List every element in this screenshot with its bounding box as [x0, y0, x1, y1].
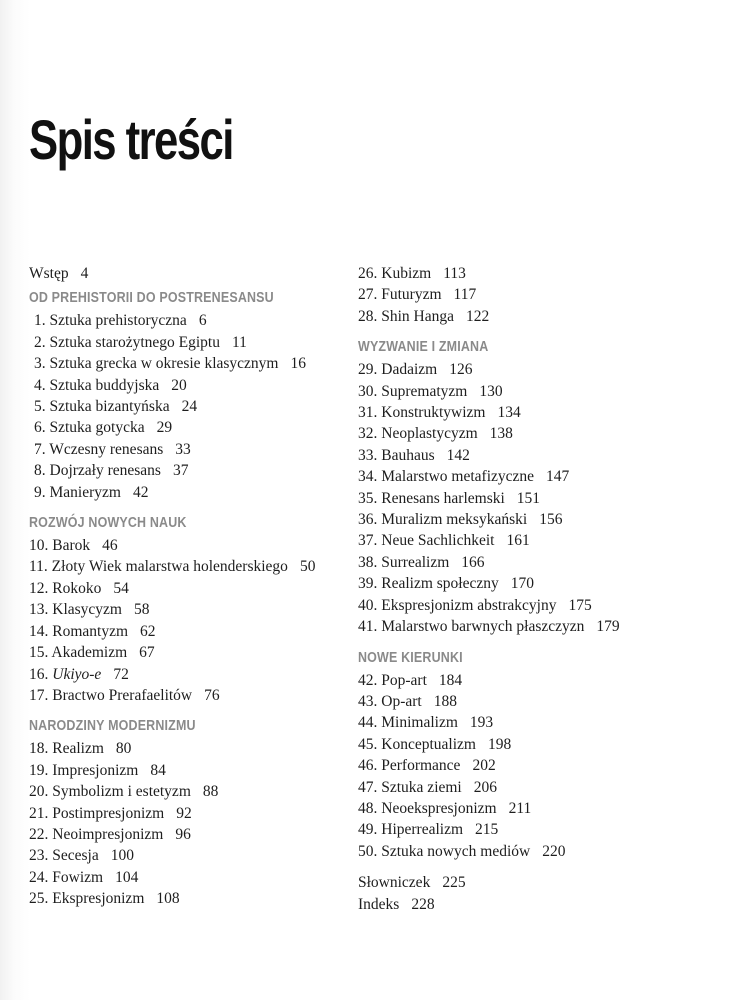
entry-label: 25. Ekspresjonizm [29, 890, 145, 908]
entry-label: 19. Impresjonizm [29, 761, 139, 779]
entry-label: Wstęp [29, 265, 69, 282]
toc-entry [358, 530, 678, 551]
entry-label: 22. Neoimpresjonizm [29, 825, 164, 843]
toc-entry [29, 556, 349, 577]
entry-label: 47. Sztuka ziemi [358, 778, 462, 796]
entry-page: 84 [150, 761, 166, 779]
entry-page: 92 [176, 804, 192, 822]
toc-entry [34, 310, 349, 331]
entry-page: 151 [516, 489, 541, 507]
entry-page: 80 [115, 740, 132, 758]
entry-label: 26. Kubizm [358, 265, 432, 282]
entry-label: 24. Fowizm [29, 868, 104, 886]
toc-entry-glossary [358, 872, 678, 893]
toc-entry [358, 734, 678, 755]
entry-page: 179 [596, 618, 620, 636]
section-heading-challenge: WYZWANIE I ZMIANA [358, 339, 489, 356]
entry-label: 15. Akademizm [29, 644, 128, 662]
toc-entry [358, 423, 678, 444]
entry-page: 202 [472, 757, 496, 775]
toc-entry [358, 445, 678, 466]
toc-entry [34, 482, 349, 503]
entry-page: 37 [172, 462, 189, 480]
toc-entry [29, 642, 349, 663]
entry-label: 14. Romantyzm [29, 622, 129, 640]
toc-entry [358, 841, 678, 862]
toc-entry [358, 712, 678, 733]
entry-page: 130 [479, 382, 503, 400]
toc-entry [34, 375, 349, 396]
toc-entry [34, 439, 349, 460]
entry-page: 88 [202, 783, 219, 801]
entry-label: 27. Futuryzm [358, 286, 442, 304]
entry-page: 206 [473, 778, 497, 796]
entry-page: 4 [80, 265, 89, 282]
entry-page: 147 [546, 468, 570, 486]
toc-entry [358, 306, 678, 327]
entry-page: 58 [133, 601, 150, 619]
entry-label: 45. Konceptualizm [358, 735, 476, 753]
toc-entry [34, 332, 349, 353]
entry-page: 170 [510, 575, 534, 593]
entry-page: 215 [475, 821, 499, 839]
entry-label: Słowniczek [358, 874, 431, 892]
toc-entry [29, 781, 349, 802]
section-list-challenge [358, 359, 678, 637]
section-list-modernism [29, 738, 349, 909]
toc-entry [29, 599, 349, 620]
entry-page: 62 [140, 622, 156, 640]
toc-entry [34, 417, 349, 438]
toc-entry [358, 263, 678, 284]
entry-label: 36. Muralizm meksykański [358, 511, 528, 529]
entry-page: 24 [181, 398, 198, 416]
toc-entry [29, 738, 349, 759]
toc-entry [34, 396, 349, 417]
section-list-directions [358, 670, 678, 863]
entry-page: 166 [461, 553, 485, 571]
toc-entry [358, 488, 678, 509]
entry-label: 39. Realizm społeczny [358, 575, 499, 593]
entry-label: 30. Suprematyzm [358, 382, 468, 400]
entry-number: 16. [29, 665, 49, 683]
entry-page: 46 [102, 537, 118, 555]
toc-entry [29, 535, 349, 556]
entry-label: 8. Dojrzały renesans [34, 462, 161, 480]
entry-page: 198 [487, 735, 512, 753]
toc-entry [358, 552, 678, 573]
entry-page: 33 [175, 440, 191, 458]
toc-entry [358, 691, 678, 712]
toc-entry [358, 359, 678, 380]
entry-label: 13. Klasycyzm [29, 601, 122, 619]
toc-entry [29, 685, 349, 706]
entry-page: 138 [489, 425, 513, 443]
entry-page: 220 [542, 842, 566, 860]
entry-page: 50 [299, 558, 316, 576]
entry-page: 11 [231, 333, 247, 351]
entry-page: 72 [113, 665, 129, 683]
toc-entry-intro [29, 263, 349, 284]
entry-page: 42 [132, 483, 149, 501]
entry-page: 161 [506, 532, 530, 550]
entry-page: 29 [156, 419, 173, 437]
toc-entry [358, 755, 678, 776]
entry-page: 117 [453, 286, 477, 304]
toc-entry [358, 819, 678, 840]
entry-label: 5. Sztuka bizantyńska [34, 398, 170, 416]
entry-page: 16 [290, 355, 306, 373]
entry-label: 40. Ekspresjonizm abstrakcyjny [358, 596, 557, 614]
toc-entry [358, 595, 678, 616]
toc-entry [358, 777, 678, 798]
toc-entry [358, 284, 678, 305]
toc-entry [34, 353, 349, 374]
section-heading-modernism: NARODZINY MODERNIZMU [29, 718, 196, 735]
entry-label: 20. Symbolizm i estetyzm [29, 783, 191, 801]
entry-page: 113 [443, 265, 466, 282]
entry-page: 211 [508, 799, 532, 817]
entry-page: 126 [449, 361, 473, 379]
entry-page: 20 [171, 376, 187, 394]
toc-entry [34, 460, 349, 481]
entry-label: 34. Malarstwo metafizyczne [358, 468, 535, 486]
entry-page: 67 [139, 644, 155, 662]
entry-page: 54 [113, 579, 129, 597]
entry-label: 9. Manieryzm [34, 483, 121, 501]
entry-page: 184 [438, 671, 463, 689]
entry-page: 76 [204, 686, 220, 704]
entry-label: 6. Sztuka gotycka [34, 419, 145, 437]
entry-page: 134 [497, 404, 521, 422]
entry-label: 3. Sztuka grecka w okresie klasycznym [34, 355, 279, 373]
toc-entry [358, 798, 678, 819]
entry-page: 156 [539, 511, 563, 529]
section-heading-prehistory: OD PREHISTORII DO POSTRENESANSU [29, 290, 274, 307]
entry-label: 18. Realizm [29, 740, 104, 758]
toc-entry [358, 670, 678, 691]
entry-label: 37. Neue Sachlichkeit [358, 532, 495, 550]
toc-entry [29, 867, 349, 888]
entry-label: 38. Surrealizm [358, 553, 450, 571]
entry-label: Indeks [358, 895, 400, 913]
entry-label: 29. Dadaizm [358, 361, 438, 379]
toc-entry [358, 381, 678, 402]
entry-page: 188 [433, 692, 457, 710]
entry-label: 43. Op-art [358, 692, 422, 710]
entry-label: 48. Neoekspresjonizm [358, 799, 497, 817]
entry-page: 108 [156, 890, 180, 908]
section-heading-sciences: ROZWÓJ NOWYCH NAUK [29, 515, 187, 532]
toc-entry [29, 578, 349, 599]
entry-label: 41. Malarstwo barwnych płaszczyzn [358, 618, 585, 636]
entry-label: 21. Postimpresjonizm [29, 804, 165, 822]
spacer [358, 862, 678, 872]
entry-page: 175 [568, 596, 592, 614]
entry-label: Ukiyo-e [52, 665, 102, 683]
entry-label: 2. Sztuka starożytnego Egiptu [34, 333, 220, 351]
entry-label: 12. Rokoko [29, 579, 102, 597]
entry-label: 28. Shin Hanga [358, 307, 455, 325]
entry-page: 142 [446, 446, 470, 464]
toc-entry [29, 824, 349, 845]
toc-entry [358, 509, 678, 530]
entry-label: 31. Konstruktywizm [358, 404, 486, 422]
entry-page: 193 [469, 714, 494, 732]
entry-page: 100 [110, 847, 134, 865]
entry-label: 50. Sztuka nowych mediów [358, 842, 531, 860]
section-list-sciences [29, 535, 349, 706]
entry-label: 44. Minimalizm [358, 714, 458, 732]
entry-label: 11. Złoty Wiek malarstwa holenderskiego [29, 558, 288, 576]
toc-entry [29, 664, 349, 685]
section-list-modernism-continued [358, 263, 678, 327]
toc-entry [29, 888, 349, 909]
section-heading-directions: NOWE KIERUNKI [358, 649, 463, 666]
toc-entry [358, 616, 678, 637]
entry-page: 228 [411, 895, 435, 913]
toc-entry-index [358, 894, 678, 915]
entry-page: 6 [198, 312, 207, 330]
toc-entry [358, 466, 678, 487]
toc-entry [29, 621, 349, 642]
entry-label: 35. Renesans harlemski [358, 489, 505, 507]
toc-column-right [358, 263, 678, 915]
entry-label: 1. Sztuka prehistoryczna [34, 312, 187, 330]
toc-column-left [29, 263, 349, 910]
toc-entry [358, 573, 678, 594]
entry-label: 42. Pop-art [358, 671, 427, 689]
toc-entry [29, 845, 349, 866]
page-title: Spis treści [29, 107, 233, 171]
entry-label: 46. Performance [358, 757, 461, 775]
entry-label: 4. Sztuka buddyjska [34, 376, 160, 394]
entry-label: 23. Secesja [29, 847, 99, 865]
entry-label: 7. Wczesny renesans [34, 440, 164, 458]
entry-label: 10. Barok [29, 537, 91, 555]
entry-page: 122 [466, 307, 490, 325]
section-list-prehistory [29, 310, 349, 503]
entry-page: 96 [175, 825, 191, 843]
entry-page: 225 [442, 874, 466, 892]
entry-label: 32. Neoplastycyzm [358, 425, 478, 443]
entry-label: 33. Bauhaus [358, 446, 435, 464]
toc-entry [29, 803, 349, 824]
entry-label: 49. Hiperrealizm [358, 821, 464, 839]
toc-entry [358, 402, 678, 423]
entry-label: 17. Bractwo Prerafaelitów [29, 686, 193, 704]
entry-page: 104 [115, 868, 139, 886]
toc-entry [29, 760, 349, 781]
